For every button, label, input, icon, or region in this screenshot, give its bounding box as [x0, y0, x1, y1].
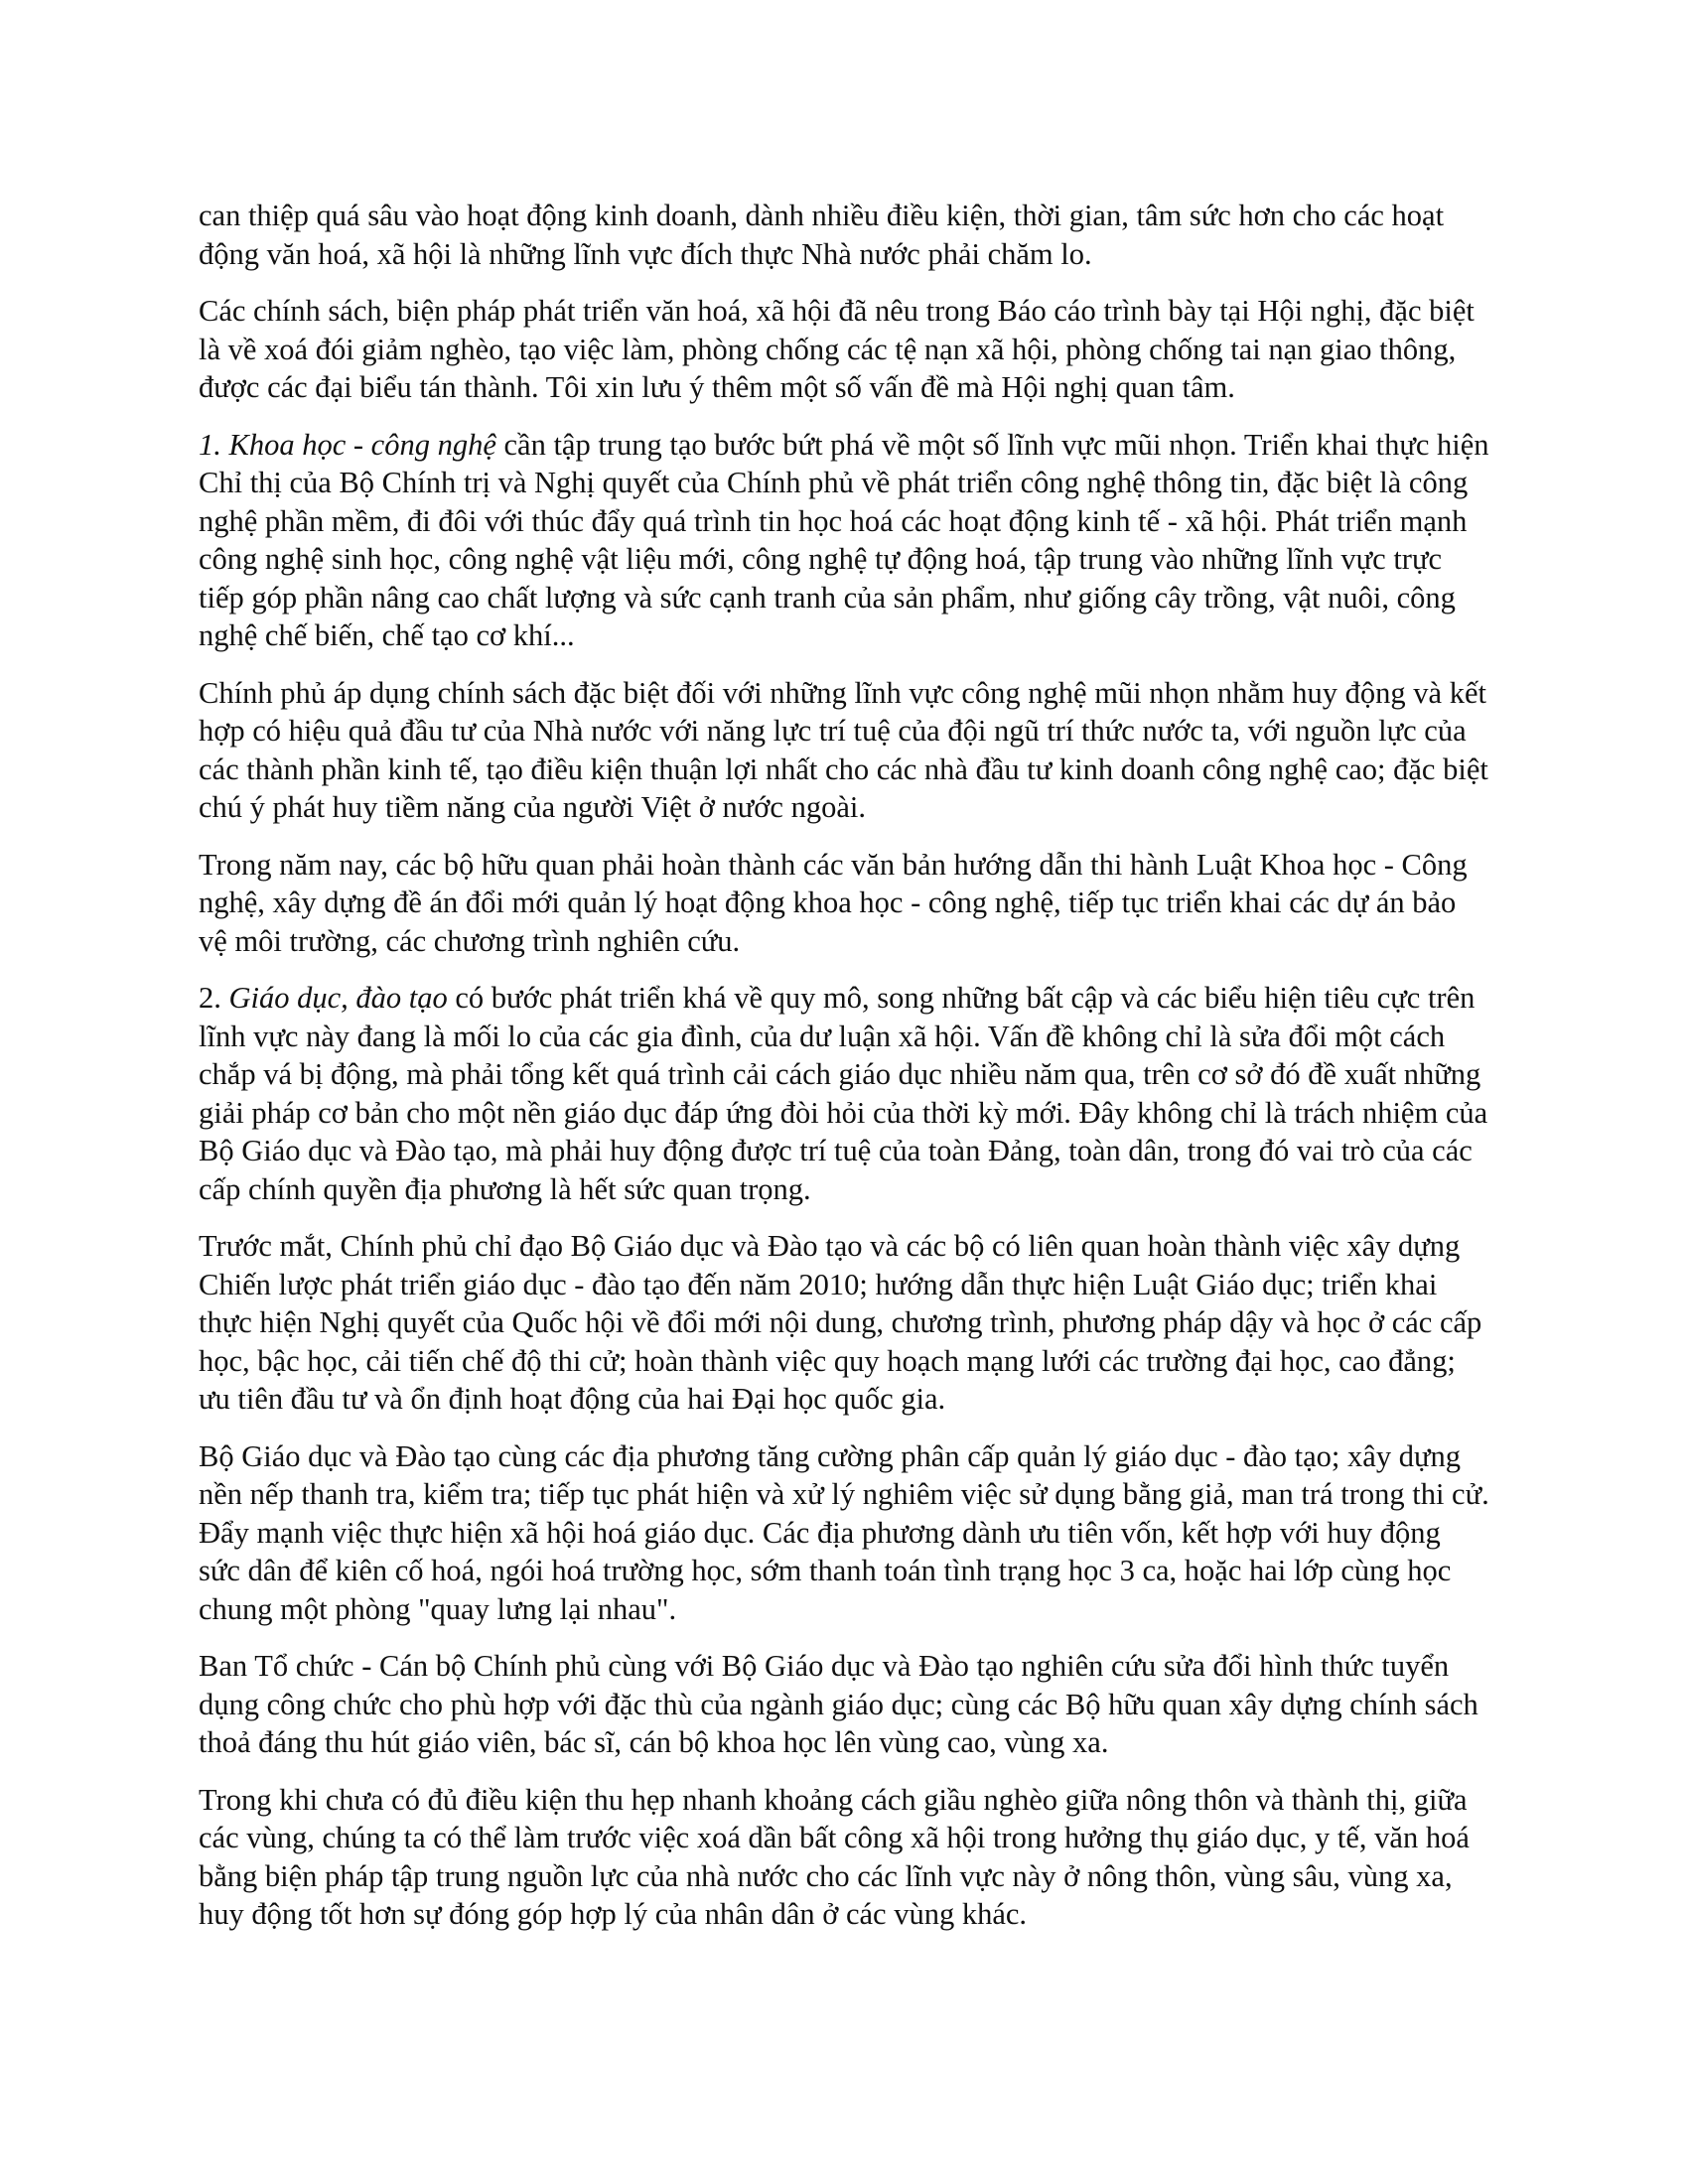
paragraph-10 — [199, 1781, 1489, 1934]
paragraph-4 — [199, 674, 1489, 827]
paragraph-text: Trong năm nay, các bộ hữu quan phải hoàn thành các văn bản hướng dẫn thi hành Luật Khoa học - Công nghệ, xây dựng đề án đổi mới quản lý hoạt động khoa học - công nghệ, tiếp tục triển khai các dự án bảo vệ môi trường, các chương trình nghiên cứu. — [199, 847, 1468, 958]
paragraph-text: Các chính sách, biện pháp phát triển văn hoá, xã hội đã nêu trong Báo cáo trình bày tại Hội nghị, đặc biệt là về xoá đói giảm nghèo, tạo việc làm, phòng chống các tệ nạn xã hội, phòng chống tai nạn giao thông, được các đại biểu tán thành. Tôi xin lưu ý thêm một số vấn đề mà Hội nghị quan tâm. — [199, 294, 1475, 404]
paragraph-9 — [199, 1647, 1489, 1762]
document-page — [199, 197, 1489, 1953]
paragraph-heading: Giáo dục, đào tạo — [228, 981, 448, 1015]
paragraph-text: cần tập trung tạo bước bứt phá về một số lĩnh vực mũi nhọn. Triển khai thực hiện Chỉ thị của Bộ Chính trị và Nghị quyết của Chính phủ về phát triển công nghệ thông tin, đặc biệt là công nghệ phần mềm, đi đôi với thúc đẩy quá trình tin học hoá các hoạt động kinh tế - xã hội. Phát triển mạnh công nghệ sinh học, công nghệ vật liệu mới, công nghệ tự động hoá, tập trung vào những lĩnh vực trực tiếp góp phần nâng cao chất lượng và sức cạnh tranh của sản phẩm, như giống cây trồng, vật nuôi, công nghệ chế biến, chế tạo cơ khí... — [199, 427, 1489, 652]
paragraph-5 — [199, 846, 1489, 961]
paragraph-text: can thiệp quá sâu vào hoạt động kinh doanh, dành nhiều điều kiện, thời gian, tâm sức hơn cho các hoạt động văn hoá, xã hội là những lĩnh vực đích thực Nhà nước phải chăm lo. — [199, 199, 1445, 271]
paragraph-1 — [199, 197, 1489, 273]
paragraph-7 — [199, 1227, 1489, 1419]
paragraph-2 — [199, 292, 1489, 407]
paragraph-text: có bước phát triển khá về quy mô, song những bất cập và các biểu hiện tiêu cực trên lĩnh vực này đang là mối lo của các gia đình, của dư luận xã hội. Vấn đề không chỉ là sửa đổi một cách chắp vá bị động, mà phải tổng kết quá trình cải cách giáo dục nhiều năm qua, trên cơ sở đó đề xuất những giải pháp cơ bản cho một nền giáo dục đáp ứng đòi hỏi của thời kỳ mới. Đây không chỉ là trách nhiệm của Bộ Giáo dục và Đào tạo, mà phải huy động được trí tuệ của toàn Đảng, toàn dân, trong đó vai trò của các cấp chính quyền địa phương là hết sức quan trọng. — [199, 981, 1488, 1206]
paragraph-6 — [199, 979, 1489, 1208]
paragraph-text: Ban Tổ chức - Cán bộ Chính phủ cùng với Bộ Giáo dục và Đào tạo nghiên cứu sửa đổi hình thức tuyển dụng công chức cho phù hợp với đặc thù của ngành giáo dục; cùng các Bộ hữu quan xây dựng chính sách thoả đáng thu hút giáo viên, bác sĩ, cán bộ khoa học lên vùng cao, vùng xa. — [199, 1649, 1478, 1759]
paragraph-text: Trước mắt, Chính phủ chỉ đạo Bộ Giáo dục và Đào tạo và các bộ có liên quan hoàn thành việc xây dựng Chiến lược phát triển giáo dục - đào tạo đến năm 2010; hướng dẫn thực hiện Luật Giáo dục; triển khai thực hiện Nghị quyết của Quốc hội về đổi mới nội dung, chương trình, phương pháp dậy và học ở các cấp học, bậc học, cải tiến chế độ thi cử; hoàn thành việc quy hoạch mạng lưới các trường đại học, cao đẳng; ưu tiên đầu tư và ổn định hoạt động của hai Đại học quốc gia. — [199, 1229, 1482, 1416]
paragraph-3 — [199, 426, 1489, 655]
paragraph-heading: 1. Khoa học - công nghệ — [199, 427, 496, 462]
paragraph-8 — [199, 1437, 1489, 1629]
paragraph-text: Bộ Giáo dục và Đào tạo cùng các địa phương tăng cường phân cấp quản lý giáo dục - đào tạo; xây dựng nền nếp thanh tra, kiểm tra; tiếp tục phát hiện và xử lý nghiêm việc sử dụng bằng giả, man trá trong thi cử. Đẩy mạnh việc thực hiện xã hội hoá giáo dục. Các địa phương dành ưu tiên vốn, kết hợp với huy động sức dân để kiên cố hoá, ngói hoá trường học, sớm thanh toán tình trạng học 3 ca, hoặc hai lớp cùng học chung một phòng "quay lưng lại nhau". — [199, 1438, 1489, 1626]
paragraph-text: Trong khi chưa có đủ điều kiện thu hẹp nhanh khoảng cách giầu nghèo giữa nông thôn và thành thị, giữa các vùng, chúng ta có thể làm trước việc xoá dần bất công xã hội trong hưởng thụ giáo dục, y tế, văn hoá bằng biện pháp tập trung nguồn lực của nhà nước cho các lĩnh vực này ở nông thôn, vùng sâu, vùng xa, huy động tốt hơn sự đóng góp hợp lý của nhân dân ở các vùng khác. — [199, 1782, 1470, 1931]
paragraph-text: Chính phủ áp dụng chính sách đặc biệt đối với những lĩnh vực công nghệ mũi nhọn nhằm huy động và kết hợp có hiệu quả đầu tư của Nhà nước với năng lực trí tuệ của đội ngũ trí thức nước ta, với nguồn lực của các thành phần kinh tế, tạo điều kiện thuận lợi nhất cho các nhà đầu tư kinh doanh công nghệ cao; đặc biệt chú ý phát huy tiềm năng của người Việt ở nước ngoài. — [199, 675, 1488, 824]
paragraph-lead: 2. — [199, 981, 229, 1015]
